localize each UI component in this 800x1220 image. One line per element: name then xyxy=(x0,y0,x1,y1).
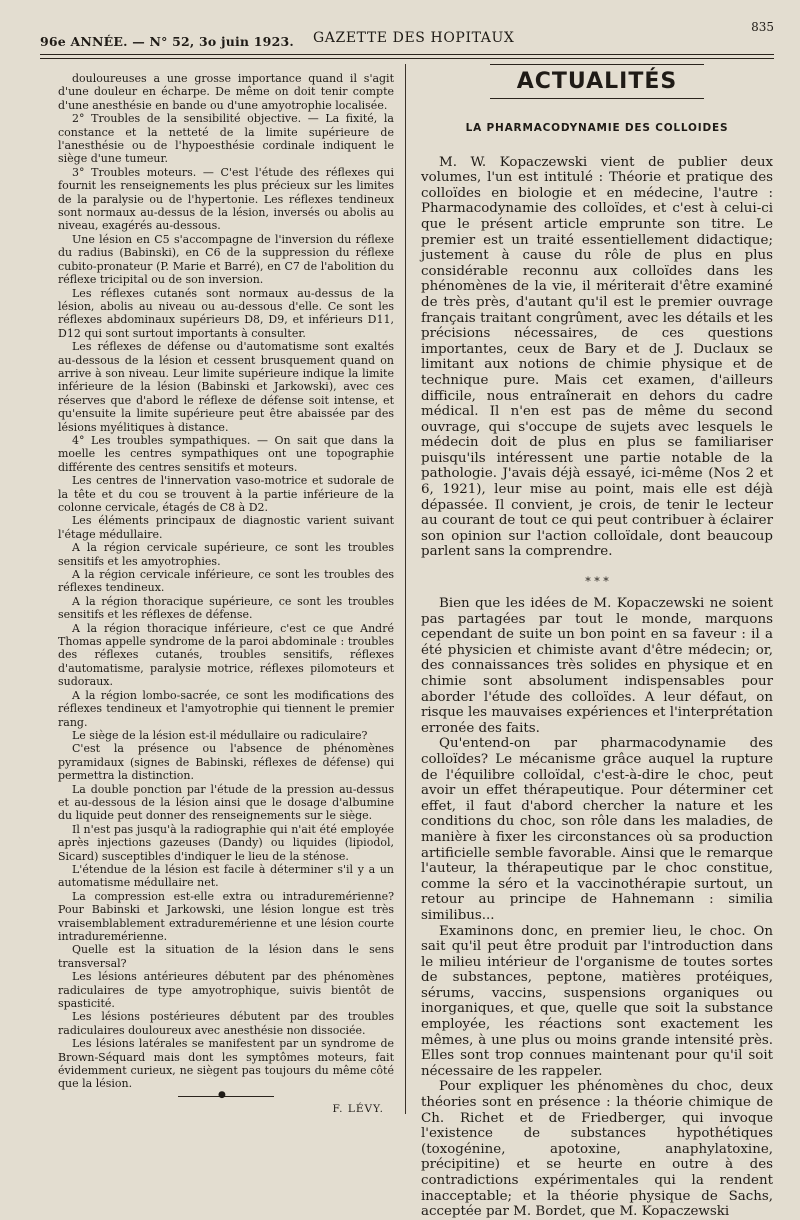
paragraph: M. W. Kopaczewski vient de publier deux volumes, l'un est intitulé : Théorie et pratique des colloïdes en biologie et en médecine, l'autre : Pharmacodynamie des colloïdes, et c'est à celui-ci que le présent article emprunte son titre. Le premier est un traité essentiellement didactique; justement à cause du rôle de plus en plus considérable reconnu aux colloïdes dans les phénomènes de la vie, il mériterait d'être examiné de très près, d'autant qu'il est le premier ouvrage français traitant congrûment, avec les détails et les précisions nécessaires, de ces questions importantes, ceux de Bary et de J. Duclaux se limitant aux notions de chimie physique et de technique pure. Mais cet examen, d'ailleurs difficile, nous entraînerait en dehors du cadre médical. Il n'en est pas de même du second ouvrage, qui s'occupe de sujets avec lesquels le médecin doit de plus en plus se familiariser puisqu'ils intéressent une partie notable de la pathologie. J'avais déjà essayé, ici-même (Nos 2 et 6, 1921), leur mise au point, mais elle est déjà dépassée. Il convient, je crois, de tenir le lecteur au courant de tout ce qui peut contribuer à éclairer son opinion sur l'action colloïdale, dont beaucoup parlent sans la comprendre. xyxy=(421,154,773,560)
page-header xyxy=(0,0,800,62)
paragraph: A la région cervicale inférieure, ce sont les troubles des réflexes tendineux. xyxy=(58,568,394,595)
right-column-text-a xyxy=(421,155,773,560)
paragraph: La compression est-elle extra ou intraduremérienne? Pour Babinski et Jarkowski, une lésion longue est très vraisemblablement extraduremérienne et une lésion courte intraduremérienne. xyxy=(58,889,394,943)
journal-title: GAZETTE DES HOPITAUX xyxy=(313,30,515,46)
paragraph: A la région lombo-sacrée, ce sont les modifications des réflexes tendineux et l'amyotrophie qui tiennent le premier rang. xyxy=(58,688,394,729)
paragraph: Quelle est la situation de la lésion dans le sens transversal? xyxy=(58,943,394,970)
paragraph: Bien que les idées de M. Kopaczewski ne soient pas partagées par tout le monde, marquons cependant de suite un bon point en sa faveur : il a été physicien et chimiste avant d'être médecin; or, des connaissances très solides en physique et en chimie sont absolument indispensables pour aborder l'étude des colloïdes. A leur défaut, on risque les mauvaises expériences et l'interprétation erronée des faits. xyxy=(421,596,773,736)
article-subtitle: LA PHARMACODYNAMIE DES COLLOIDES xyxy=(465,122,729,134)
paragraph: Le siège de la lésion est-il médullaire ou radiculaire? xyxy=(72,728,368,742)
author-signature: F. LÉVY. xyxy=(332,1102,384,1115)
paragraph: douloureuses a une grosse importance quand il s'agit d'une douleur en écharpe. De même on doit tenir compte d'une anesthésie en bande ou d'une amyotrophie localisée. xyxy=(58,72,394,112)
paragraph: Qu'entend-on par pharmacodynamie des colloïdes? Le mécanisme grâce auquel la rupture de l'équilibre colloïdal, c'est-à-dire le choc, peut avoir un effet thérapeutique. Pour déterminer cet effet, il faut d'abord chercher la nature et les conditions du choc, son rôle dans les maladies, de manière à fixer les circonstances où sa production artificielle semble favorable. Ainsi que le remarque l'auteur, la thérapeutique par le choc constitue, comme la séro et la vaccinothérapie surtout, un retour au principe de Hahnemann : similia similibus... xyxy=(421,736,773,923)
paragraph: C'est la présence ou l'absence de phénomènes pyramidaux (signes de Babinski, réflexes de défense) qui permettra la distinction. xyxy=(58,742,394,783)
paragraph: 2° Troubles de la sensibilité objective. — La fixité, la constance et la netteté de la limite supérieure de l'anesthésie ou de l'hypoesthésie cordinale indiquent le siège d'une tumeur. xyxy=(58,112,394,166)
paragraph: A la région thoracique inférieure, c'est ce que André Thomas appelle syndrome de la paroi abdominale : troubles des réflexes cutanés, troubles sensitifs, réflexes d'automatisme, paralysie motrice, réflexes pilomoteurs et sudoraux. xyxy=(58,621,394,689)
left-column-text xyxy=(58,72,394,1091)
paragraph: A la région thoracique supérieure, ce sont les troubles sensitifs et les réflexes de défense. xyxy=(58,594,394,622)
header-rule xyxy=(40,54,774,55)
paragraph: Les réflexes de défense ou d'automatisme sont exaltés au-dessous de la lésion et cessent brusquement quand on arrive à son niveau. Leur limite supérieure indique la limite inférieure de la lésion (Babinski et Jarkowski), avec ces réserves que d'abord le réflexe de défense soit intense, et qu'ensuite la limite supérieure peut être abaissée par des lésions myélitiques à distance. xyxy=(58,340,394,434)
paragraph: Les lésions postérieures débutent par des troubles radiculaires douloureux avec anesthésie non dissociée. xyxy=(58,1010,394,1037)
article-end-ornament: ● xyxy=(218,1090,226,1100)
section-title: ACTUALITÉS xyxy=(490,64,704,99)
paragraph: L'étendue de la lésion est facile à déterminer s'il y a un automatisme médullaire net. xyxy=(58,862,394,890)
issue-line: 96e ANNÉE. — N° 52, 3o juin 1923. xyxy=(40,34,294,49)
right-column xyxy=(421,64,773,1220)
paragraph: Les centres de l'innervation vaso-motrice et sudorale de la tête et du cou se trouvent à la partie inférieure de la colonne cervicale, étagés de C8 à D2. xyxy=(58,474,394,514)
paragraph: Examinons donc, en premier lieu, le choc. On sait qu'il peut être produit par l'introduction dans le milieu intérieur de l'organisme de toutes sortes de substances, peptone, matières protéiques, sérums, vaccins, suspensions organiques ou inorganiques, et que, quelle que soit la substance employée, les réactions sont exactement les mêmes, à une plus ou moins grande intensité près. Elles sont trop connues maintenant pour qu'il soit nécessaire de les rappeler. xyxy=(421,923,773,1079)
header-rule-thin xyxy=(40,58,774,59)
paragraph: 3° Troubles moteurs. — C'est l'étude des réflexes qui fournit les renseignements les plus précieux sur les limites de la paralysie ou de l'hypertonie. Les réflexes tendineux sont normaux au-dessus de la lésion, inversés ou abolis au niveau, exagérés au-dessous. xyxy=(58,165,394,233)
column-divider xyxy=(405,64,406,1114)
paragraph: 4° Les troubles sympathiques. — On sait que dans la moelle les centres sympathiques ont une topographie différente des centres sensitifs et moteurs. xyxy=(58,433,394,474)
paragraph: Les lésions antérieures débutent par des phénomènes radiculaires de type amyotrophique, suivis bientôt de spasticité. xyxy=(58,970,394,1011)
article-end-rule xyxy=(178,1096,274,1097)
right-column-text-b xyxy=(421,596,773,1220)
section-separator: * * * xyxy=(585,575,609,589)
paragraph: A la région cervicale supérieure, ce sont les troubles sensitifs et les amyotrophies. xyxy=(58,541,394,568)
paragraph: Les lésions latérales se manifestent par un syndrome de Brown-Séquard mais dont les symptômes moteurs, fait évidemment curieux, ne siègent pas toujours du même côté que la lésion. xyxy=(58,1037,394,1091)
paragraph: Les réflexes cutanés sont normaux au-dessus de la lésion, abolis au niveau ou au-dessous d'elle. Ce sont les réflexes abdominaux supérieurs D8, D9, et inférieurs D11, D12 qui sont surtout importants à consulter. xyxy=(58,286,394,340)
paragraph: Pour expliquer les phénomènes du choc, deux théories sont en présence : la théorie chimique de Ch. Richet et de Friedberger, qui invoque l'existence de substances hypothétiques (toxogénine, apotoxine, anaphylatoxine, précipitine) et se heurte en outre à des contradictions expérimentales qui la rendent inacceptable; et la théorie physique de Sachs, acceptée par M. Bordet, que M. Kopaczewski xyxy=(421,1079,773,1220)
paragraph: Une lésion en C5 s'accompagne de l'inversion du réflexe du radius (Babinski), en C6 de la suppression du réflexe cubito-pronateur (P. Marie et Barré), en C7 de l'abolition du réflexe tricipital ou de son inversion. xyxy=(58,232,394,287)
paragraph: La double ponction par l'étude de la pression au-dessus et au-dessous de la lésion ainsi que le dosage d'albumine du liquide peut donner des renseignements sur le siège. xyxy=(58,782,394,823)
paragraph: Il n'est pas jusqu'à la radiographie qui n'ait été employée après injections gazeuses (Dandy) ou liquides (lipiodol, Sicard) susceptibles d'indiquer le lieu de la sténose. xyxy=(58,822,394,863)
paragraph: Les éléments principaux de diagnostic varient suivant l'étage médullaire. xyxy=(58,514,394,541)
page-number: 835 xyxy=(751,20,774,34)
left-column xyxy=(58,72,394,1115)
